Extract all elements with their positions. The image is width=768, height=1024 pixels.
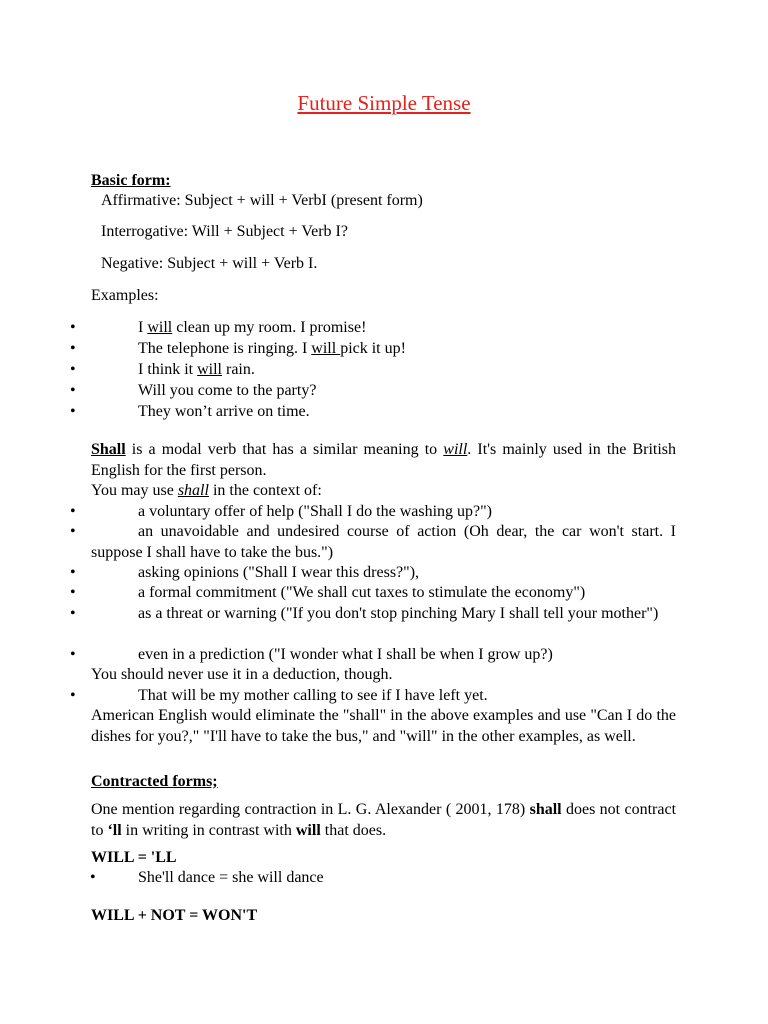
contraction-paragraph: One mention regarding contraction in L. G. Alexander ( 2001, 178) shall does not contract to ‘ll in writing in contrast with will that does. <box>91 801 677 839</box>
basic-form-heading: Basic form: <box>91 172 171 189</box>
page-title: Future Simple Tense <box>297 91 471 115</box>
list-item: a voluntary offer of help ("Shall I do the washing up?") <box>138 503 493 520</box>
list-item: even in a prediction ("I wonder what I shall be when I grow up?) <box>138 646 553 663</box>
bullet-icon: • <box>70 584 76 601</box>
list-item: They won’t arrive on time. <box>138 403 310 420</box>
bullet-icon: • <box>70 687 76 704</box>
list-item: an unavoidable and undesired course of action (Oh dear, the car won't start. I suppose I shall have to take the bus.") <box>91 523 676 561</box>
examples-heading: Examples: <box>91 287 159 304</box>
bullet-icon: • <box>70 503 76 520</box>
bullet-icon: • <box>70 403 76 420</box>
list-item: a formal commitment ("We shall cut taxes to stimulate the economy") <box>138 584 586 601</box>
list-item: Will you come to the party? <box>138 382 317 399</box>
list-item: asking opinions ("Shall I wear this dress?"), <box>138 564 420 581</box>
list-item: as a threat or warning ("If you don't stop pinching Mary I shall tell your mother") <box>138 605 659 622</box>
bullet-icon: • <box>90 869 96 886</box>
list-item: That will be my mother calling to see if I have left yet. <box>138 687 488 704</box>
will-not-contraction-heading: WILL + NOT = WON'T <box>91 907 258 924</box>
american-english-paragraph: American English would eliminate the "shall" in the above examples and use "Can I do the dishes for you?," "I'll have to take the bus," and "will" in the other examples, as well. <box>91 707 676 745</box>
bullet-icon: • <box>70 605 76 622</box>
bullet-icon: • <box>70 646 76 663</box>
affirmative-rule: Affirmative: Subject + will + VerbI (present form) <box>101 192 423 209</box>
interrogative-rule: Interrogative: Will + Subject + Verb I? <box>101 223 348 240</box>
contracted-forms-heading: Contracted forms; <box>91 773 218 790</box>
negative-rule: Negative: Subject + will + Verb I. <box>101 255 318 272</box>
bullet-icon: • <box>70 340 76 357</box>
deduction-note: You should never use it in a deduction, though. <box>91 666 393 683</box>
bullet-icon: • <box>70 564 76 581</box>
list-item: She'll dance = she will dance <box>138 869 324 886</box>
shall-context-line: You may use shall in the context of: <box>91 482 322 499</box>
shall-paragraph: Shall is a modal verb that has a similar meaning to will. It's mainly used in the British English for the first person. <box>91 441 677 479</box>
bullet-icon: • <box>70 523 76 540</box>
list-item: I think it will rain. <box>138 361 255 378</box>
bullet-icon: • <box>70 361 76 378</box>
bullet-icon: • <box>70 382 76 399</box>
bullet-icon: • <box>70 319 76 336</box>
list-item: I will clean up my room. I promise! <box>138 319 367 336</box>
will-contraction-heading: WILL = 'LL <box>91 849 177 866</box>
list-item: The telephone is ringing. I will pick it up! <box>138 340 406 357</box>
